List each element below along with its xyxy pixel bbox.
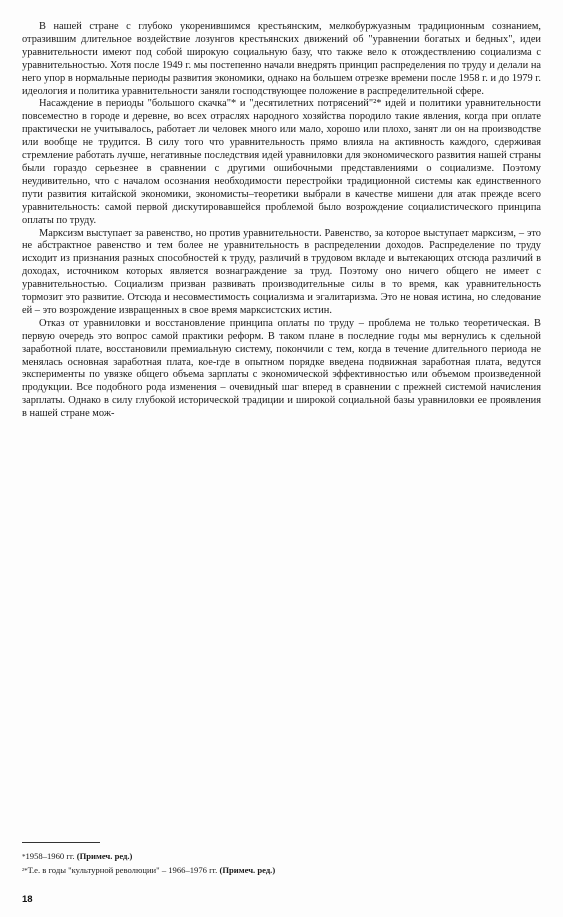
- page-number: 18: [22, 894, 33, 905]
- footnote-1-text: 1958–1960 гг.: [25, 851, 77, 861]
- paragraph-3: Марксизм выступает за равенство, но против уравнительности. Равенство, за которое выступает марксизм, – это не абстрактное равенство и тем более не уравнительность в распределении доходов. Распределение по труду исходит из признания разных способностей к труду, различий в трудовом вкладе и вытекающих отсюда различий в доходах, источником которых является вознаграждение за труд. Поэтому оно ничего общего не имеет с уравнительностью. Социализм призван развивать производительные силы в то время, как уравнительность тормозит это развитие. Отсюда и несовместимость социализма и эгалитаризма. Это не новая истина, но следование ей – это возрождение извращенных в свое время марксистских истин.: [22, 227, 541, 316]
- footnotes: [22, 850, 541, 877]
- footnote-1-editor-note: (Примеч. ред.): [76, 851, 133, 861]
- paragraph-1: В нашей стране с глубоко укоренившимся крестьянским, мелкобуржуазным традиционным сознанием, отразившим длительное воздействие лозунгов крестьянских движений об "уравнении богатых и бедных", идеи уравнительности имеют под собой широкую социальную базу, что также вело к отождествлению социализма с уравнительностью. Хотя после 1949 г. мы постепенно начали внедрять принцип распределения по труду и делали на него упор в нормальные периоды развития экономики, однако на большем отрезке времени после 1958 г. и до 1979 г. идеология и политика уравнительности заняли господствующее положение в распределительной сфере.: [22, 21, 541, 97]
- footnote-2-text: Т.е. в годы "культурной революции" – 1966–1976 гг.: [27, 864, 220, 875]
- footnote-2: [22, 864, 541, 878]
- paragraph-2: Насаждение в периоды "большого скачка"* и "десятилетних потрясений"²* идей и политики уравнительности повсеместно в городе и деревне, во всех отраслях народного хозяйства породило такие явления, когда при оплате практически не учитывалось, работает ли человек много или мало, хорошо или плохо, занят ли он на производстве или вообще не трудится. В силу того что уравнительность прямо влияла на активность каждого, сдерживая стремление работать лучше, негативные последствия идей уравниловки для экономического развития нашей страны были гораздо серьезнее в сравнении с другими ошибочными представлениями о социализме. Поэтому неудивительно, что с началом осознания необходимости перестройки традиционной системы как единственного пути развития китайской экономики, экономисты–теоретики выбрали в качестве мишени для атак прежде всего уравнительность: самой первой дискутировавшейся проблемой было возрождение социалистического принципа оплаты по труду.: [22, 98, 541, 226]
- paragraph-4: Отказ от уравниловки и восстановление принципа оплаты по труду – проблема не только теоретическая. В первую очередь это вопрос самой практики реформ. В таком плане в последние годы мы вернулись к сдельной заработной плате, восстановили премиальную систему, покончили с тем, когда в течение длительного периода не менялась основная заработная плата, кое-где в опытном порядке введена подвижная заработная плата, ведутся эксперименты по увязке общего объема зарплаты с экономической эффективностью или объемом произведенной продукции. Все подобного рода изменения – очевидный шаг вперед в сравнении с прежней системой начисления зарплаты. Однако в силу глубокой исторической традиции и широкой социальной базы уравниловки ее проявления в нашей стране мож-: [22, 317, 541, 420]
- footnote-2-mark: ²*: [22, 866, 28, 875]
- footnote-2-editor-note: (Примеч. ред.): [219, 864, 276, 875]
- footnote-1: [22, 850, 541, 864]
- main-text: [22, 21, 541, 421]
- footnote-1-mark: *: [22, 853, 26, 861]
- footnote-divider: [22, 842, 100, 843]
